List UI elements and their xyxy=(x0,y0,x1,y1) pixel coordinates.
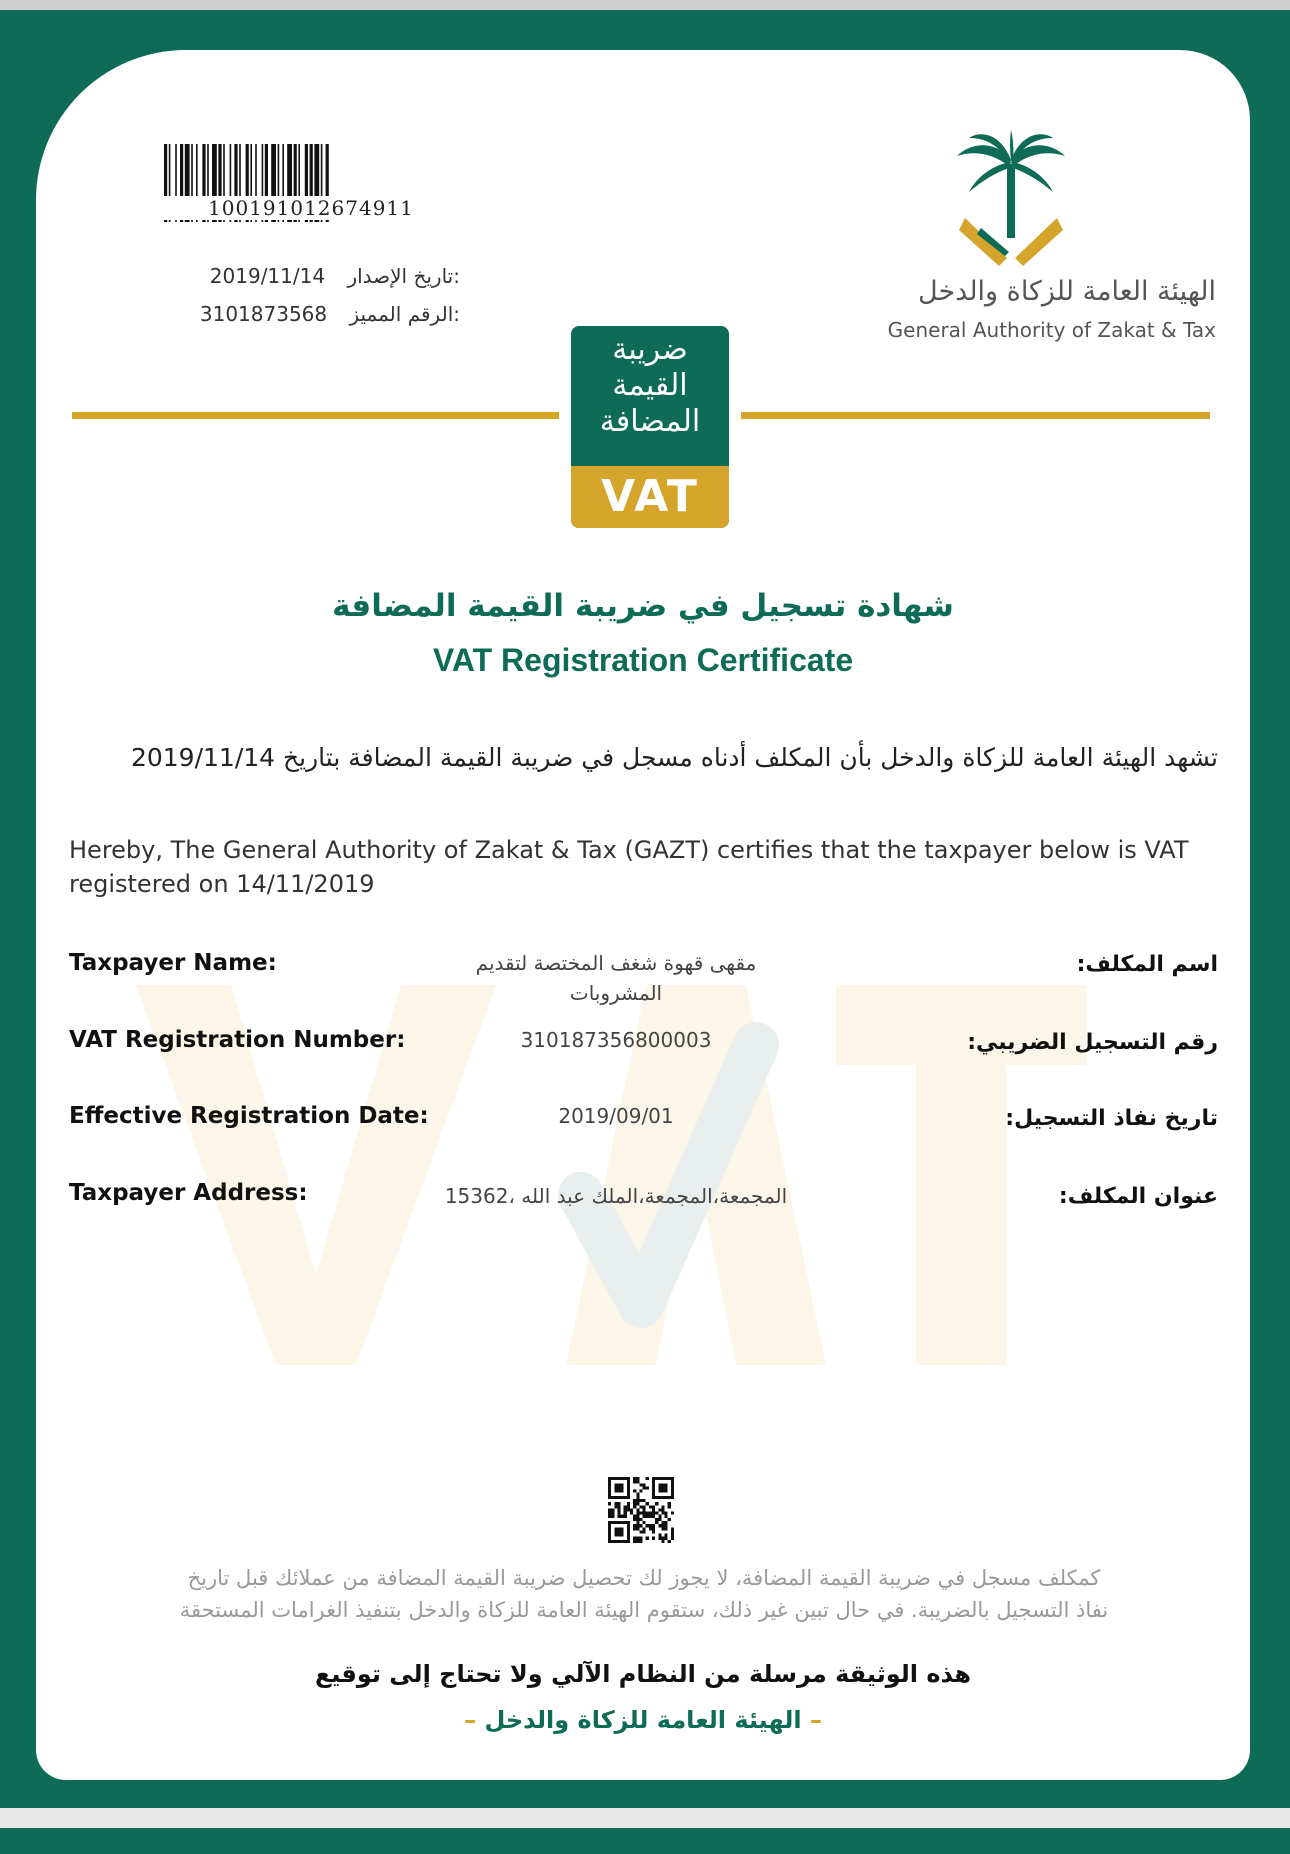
distinguished-number-row xyxy=(200,302,460,326)
notice-line2: نفاذ التسجيل بالضريبة. في حال تبين غير ذلك، ستقوم الهيئة العامة للزكاة والدخل بتنفيذ الغرامات المستحقة xyxy=(179,1598,1109,1622)
footer-dash-left: – xyxy=(809,1706,822,1734)
vat-number-label-en: VAT Registration Number: xyxy=(69,1027,406,1053)
statement-arabic: تشهد الهيئة العامة للزكاة والدخل بأن المكلف أدناه مسجل في ضريبة القيمة المضافة بتاريخ 2019/11/14 xyxy=(130,743,1218,772)
footer-automated-note: هذه الوثيقة مرسلة من النظام الآلي ولا تحتاج إلى توقيع xyxy=(314,1660,972,1688)
org-name-ar: الهيئة العامة للزكاة والدخل xyxy=(918,276,1216,307)
vat-badge-icon xyxy=(571,326,729,528)
certificate-page xyxy=(36,50,1250,1780)
vat-number-label-ar: رقم التسجيل الضريبي: xyxy=(967,1030,1218,1055)
barcode-number: 100191012674911 xyxy=(162,196,402,220)
vat-badge-line3: المضافة xyxy=(599,404,701,439)
effective-date-value: 2019/09/01 xyxy=(558,1104,674,1128)
issue-date-value: 2019/11/14 xyxy=(209,264,326,288)
vat-badge-line2: القيمة xyxy=(612,368,688,403)
statement-english: Hereby, The General Authority of Zakat & Tax (GAZT) certifies that the taxpayer below is VAT registered on 14/11/2019 xyxy=(69,836,1189,898)
vat-badge-english: VAT xyxy=(571,466,729,528)
taxpayer-name-value xyxy=(416,948,816,1008)
taxpayer-name-label-ar: اسم المكلف: xyxy=(1076,952,1218,977)
distinguished-number-label: الرقم المميز: xyxy=(349,302,460,326)
vat-number-value: 310187356800003 xyxy=(520,1028,712,1052)
address-label-ar: عنوان المكلف: xyxy=(1058,1184,1218,1209)
qr-code-icon xyxy=(608,1477,674,1543)
org-name-en: General Authority of Zakat & Tax xyxy=(887,318,1216,342)
next-page-separator xyxy=(0,1808,1290,1828)
taxpayer-name-line2: المشروبات xyxy=(569,981,663,1005)
palm-swords-logo-icon xyxy=(951,130,1071,270)
footer-authority xyxy=(36,1706,1250,1734)
address-label-en: Taxpayer Address: xyxy=(69,1180,308,1206)
vat-badge-arabic xyxy=(571,332,729,440)
gold-divider-right xyxy=(741,412,1210,419)
taxpayer-name-line1: مقهى قهوة شغف المختصة لتقديم xyxy=(475,951,757,975)
gold-divider-left xyxy=(72,412,559,419)
effective-date-label-en: Effective Registration Date: xyxy=(69,1103,429,1129)
effective-date-label-ar: تاريخ نفاذ التسجيل: xyxy=(1005,1106,1218,1131)
title-english: VAT Registration Certificate xyxy=(432,642,854,678)
footer-authority-name: الهيئة العامة للزكاة والدخل xyxy=(484,1706,802,1734)
issue-date-row xyxy=(210,264,460,288)
notice-line1: كمكلف مسجل في ضريبة القيمة المضافة، لا يجوز لك تحصيل ضريبة القيمة المضافة من عملائك قبل تاريخ xyxy=(187,1566,1101,1590)
title-arabic: شهادة تسجيل في ضريبة القيمة المضافة xyxy=(332,588,954,624)
distinguished-number-value: 3101873568 xyxy=(199,302,328,326)
footer-dash-right: – xyxy=(464,1706,477,1734)
address-value: المجمعة،المجمعة،الملك عبد الله ،15362 xyxy=(444,1184,788,1208)
notice-text xyxy=(66,1562,1222,1626)
top-strip xyxy=(0,0,1290,10)
vat-badge-line1: ضريبة xyxy=(612,332,688,367)
taxpayer-name-label-en: Taxpayer Name: xyxy=(69,950,277,976)
issue-date-label: تاريخ الإصدار: xyxy=(347,264,460,288)
